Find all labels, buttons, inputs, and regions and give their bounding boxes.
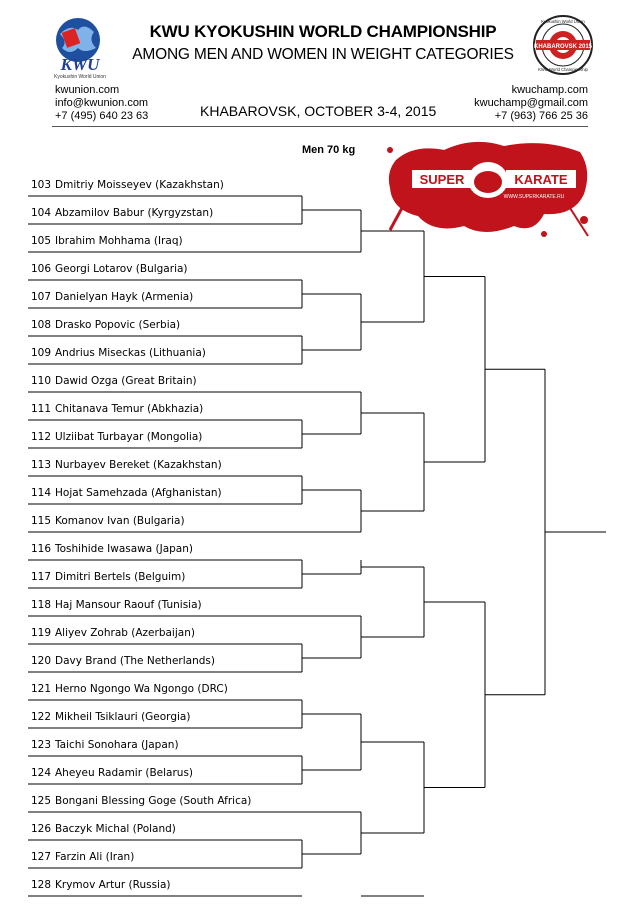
participant-entry [31, 179, 224, 191]
participant-name: Dawid Ozga (Great Britain) [55, 375, 197, 387]
svg-text:KHABAROVSK 2015: KHABAROVSK 2015 [533, 44, 593, 50]
participant-entry [31, 851, 134, 863]
participant-name: Mikheil Tsiklauri (Georgia) [55, 711, 191, 723]
phone-number: +7 (963) 766 25 36 [494, 110, 588, 122]
participant-number: 120 [31, 655, 52, 667]
participant-number: 122 [31, 711, 52, 723]
venue-date: KHABAROVSK, OCTOBER 3-4, 2015 [200, 103, 437, 119]
participant-entry [31, 739, 179, 751]
participant-entry [31, 571, 185, 583]
participant-name: Chitanava Temur (Abkhazia) [55, 403, 204, 415]
participant-name: Taichi Sonohara (Japan) [55, 739, 179, 751]
weight-category: Men 70 kg [302, 144, 356, 156]
participant-name: Aliyev Zohrab (Azerbaijan) [55, 627, 195, 639]
participant-entry [31, 795, 251, 807]
participant-name: Komanov Ivan (Bulgaria) [55, 515, 185, 527]
svg-text:KARATE: KARATE [514, 172, 568, 187]
participant-entry [31, 207, 213, 219]
participant-number: 118 [31, 599, 52, 611]
participant-entry [31, 403, 203, 415]
participant-number: 111 [31, 403, 52, 415]
participant-name: Davy Brand (The Netherlands) [55, 655, 215, 667]
participant-entry [31, 431, 202, 443]
participant-name: Toshihide Iwasawa (Japan) [55, 543, 193, 555]
participant-entry [31, 459, 222, 471]
participant-name: Aheyeu Radamir (Belarus) [55, 767, 194, 779]
participant-number: 116 [31, 543, 52, 555]
participant-name: Georgi Lotarov (Bulgaria) [55, 263, 188, 275]
participant-number: 115 [31, 515, 52, 527]
participant-number: 103 [31, 179, 52, 191]
participant-number: 105 [31, 235, 52, 247]
participant-number: 117 [31, 571, 52, 583]
participant-number: 109 [31, 347, 52, 359]
participant-entry [31, 543, 193, 555]
participant-number: 124 [31, 767, 52, 779]
participant-name: Danielyan Hayk (Armenia) [55, 291, 194, 303]
participant-number: 112 [31, 431, 52, 443]
championship-subtitle: AMONG MEN AND WOMEN IN WEIGHT CATEGORIES [132, 46, 514, 63]
participant-name: Abzamilov Babur (Kyrgyzstan) [55, 207, 214, 219]
participant-entry [31, 823, 176, 835]
participant-number: 110 [31, 375, 52, 387]
participant-name: Bongani Blessing Goge (South Africa) [55, 795, 252, 807]
participant-number: 107 [31, 291, 52, 303]
participant-entry [31, 711, 190, 723]
participant-name: Hojat Samehzada (Afghanistan) [55, 487, 222, 499]
participant-entry [31, 627, 195, 639]
participant-name: Dimitri Bertels (Belguim) [55, 571, 186, 583]
participant-name: Dmitriy Moisseyev (Kazakhstan) [55, 179, 224, 191]
participant-entry [31, 319, 180, 331]
participant-entry [31, 235, 183, 247]
participant-entry [31, 347, 206, 359]
participant-number: 119 [31, 627, 52, 639]
participant-entry [31, 375, 197, 387]
participant-entry [31, 879, 171, 891]
participant-number: 127 [31, 851, 52, 863]
participant-entry [31, 599, 202, 611]
participant-number: 126 [31, 823, 52, 835]
svg-text:KWU World Championship: KWU World Championship [538, 67, 588, 72]
email-link[interactable]: info@kwunion.com [55, 97, 149, 109]
participant-entry [31, 655, 215, 667]
participant-entry [31, 515, 185, 527]
participant-number: 128 [31, 879, 52, 891]
email-link[interactable]: kwuchamp@gmail.com [474, 97, 588, 109]
participant-number: 106 [31, 263, 52, 275]
participant-name: Ulziibat Turbayar (Mongolia) [55, 431, 203, 443]
svg-text:KWU: KWU [60, 55, 100, 74]
participant-entry [31, 683, 228, 695]
participant-number: 108 [31, 319, 52, 331]
participant-name: Farzin Ali (Iran) [55, 851, 135, 863]
participant-name: Drasko Popovic (Serbia) [55, 319, 181, 331]
participant-number: 125 [31, 795, 52, 807]
participant-name: Krymov Artur (Russia) [55, 879, 171, 891]
participant-entry [31, 767, 193, 779]
participant-entry [31, 263, 188, 275]
svg-text:SUPER: SUPER [419, 172, 465, 187]
participant-number: 104 [31, 207, 52, 219]
participant-name: Herno Ngongo Wa Ngongo (DRC) [55, 683, 228, 695]
participant-entry [31, 487, 222, 499]
participant-name: Nurbayev Bereket (Kazakhstan) [55, 459, 222, 471]
participant-number: 114 [31, 487, 52, 499]
svg-text:Kyokushin World Union: Kyokushin World Union [54, 74, 106, 80]
participant-name: Haj Mansour Raouf (Tunisia) [55, 599, 202, 611]
participant-number: 113 [31, 459, 52, 471]
participant-name: Baczyk Michal (Poland) [55, 823, 176, 835]
participant-name: Andrius Miseckas (Lithuania) [55, 347, 206, 359]
phone-number: +7 (495) 640 23 63 [55, 110, 149, 122]
participant-number: 123 [31, 739, 52, 751]
website-link[interactable]: kwunion.com [55, 84, 120, 96]
website-link[interactable]: kwuchamp.com [511, 84, 588, 96]
participant-number: 121 [31, 683, 52, 695]
participant-name: Ibrahim Mohhama (Iraq) [55, 235, 183, 247]
championship-title: KWU KYOKUSHIN WORLD CHAMPIONSHIP [149, 22, 497, 41]
participant-entry [31, 291, 193, 303]
svg-text:WWW.SUPERKARATE.RU: WWW.SUPERKARATE.RU [503, 194, 565, 200]
svg-text:Kyokushin World Union: Kyokushin World Union [541, 19, 585, 24]
